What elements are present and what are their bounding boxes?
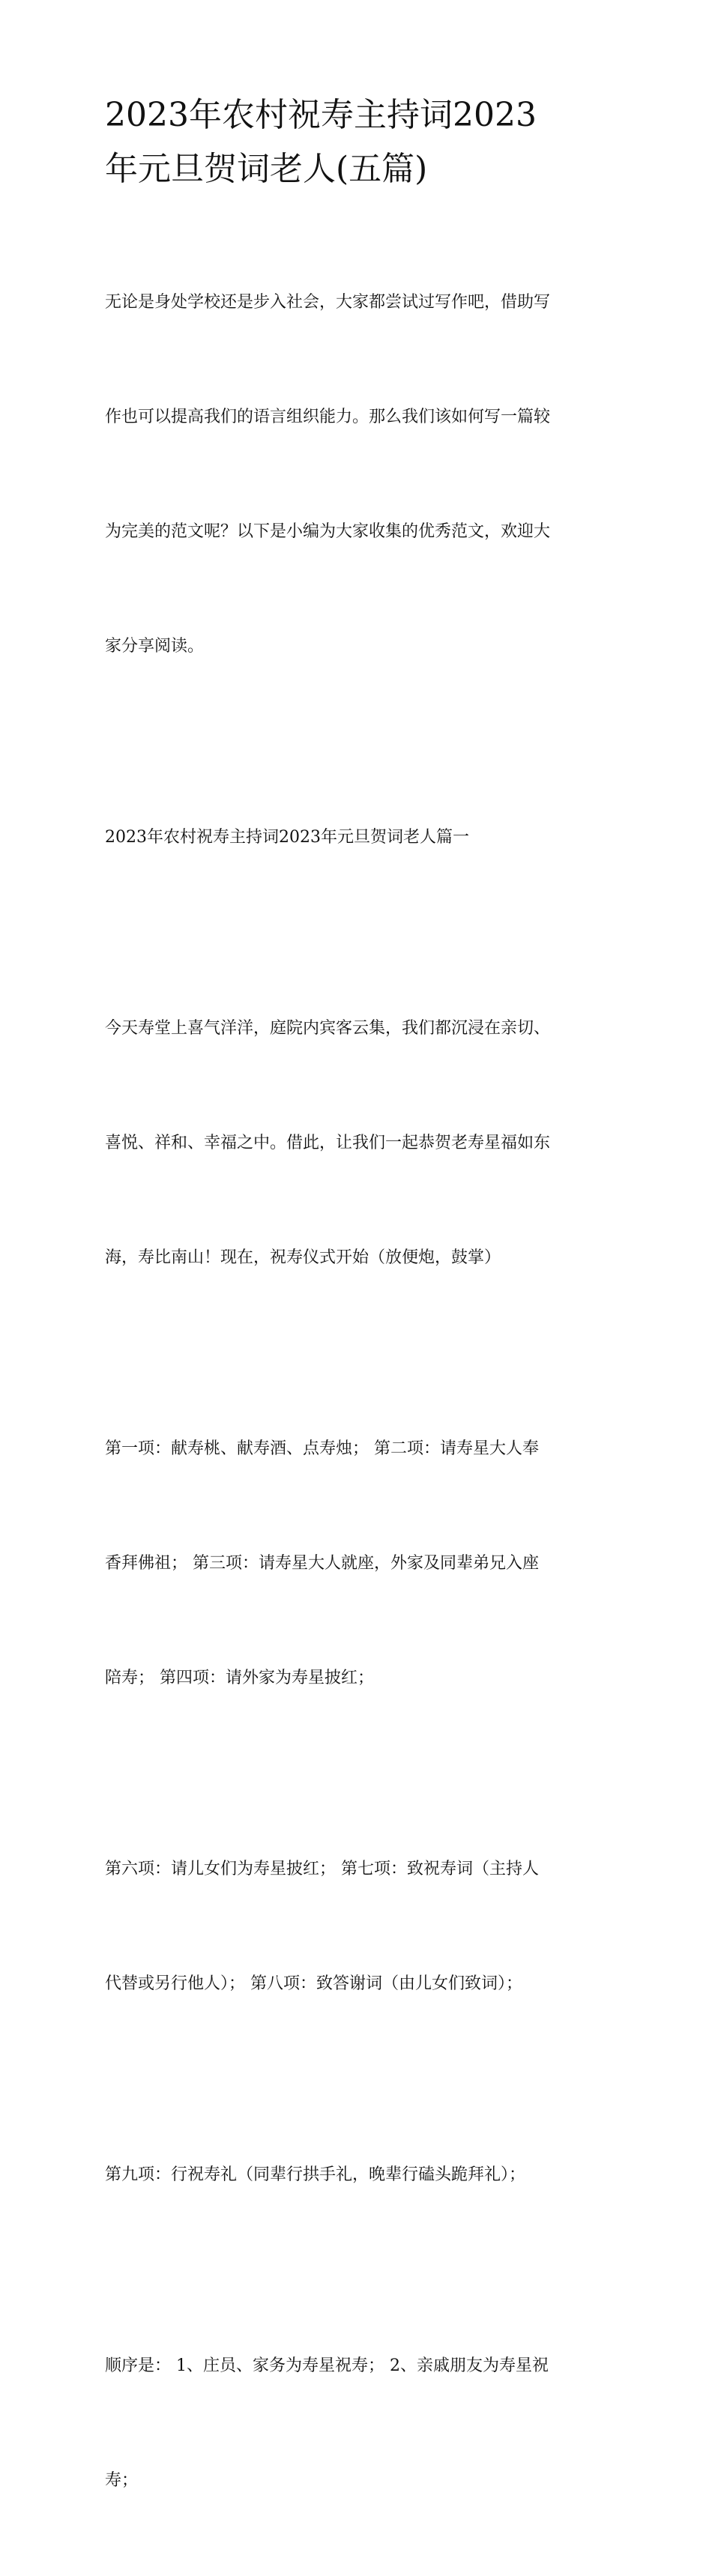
title-line-2: 年元旦贺词老人(五篇)	[105, 150, 428, 188]
title-line-1: 2023年农村祝寿主持词2023	[105, 96, 537, 134]
para5-line-2: 寿；	[105, 2471, 139, 2490]
para4-line-1: 第九项：行祝寿礼（同辈行拱手礼，晚辈行磕头跪拜礼）；	[105, 2165, 526, 2184]
document-body	[105, 207, 615, 2576]
para3-line-2: 代替或另行他人）； 第八项：致答谢词（由儿女们致词）；	[105, 1974, 522, 1993]
intro-line-2: 作也可以提高我们的语言组织能力。那么我们该如何写一篇较	[105, 408, 551, 426]
paragraph-2	[105, 1353, 615, 1774]
para1-line-2: 喜悦、祥和、幸福之中。借此，让我们一起恭贺老寿星福如东	[105, 1134, 551, 1152]
paragraph-4	[105, 2079, 615, 2270]
intro-line-3: 为完美的范文呢？以下是小编为大家收集的优秀范文，欢迎大	[105, 522, 551, 541]
para1-line-1: 今天寿堂上喜气洋洋，庭院内宾客云集，我们都沉浸在亲切、	[105, 1019, 551, 1038]
intro-line-4: 家分享阅读。	[105, 637, 205, 656]
section-heading-text: 2023年农村祝寿主持词2023年元旦贺词老人篇一	[105, 828, 469, 847]
paragraph-1	[105, 933, 615, 1353]
para2-line-2: 香拜佛祖； 第三项：请寿星大人就座，外家及同辈弟兄入座	[105, 1554, 539, 1573]
section-heading	[105, 742, 615, 933]
para2-line-1: 第一项：献寿桃、献寿酒、点寿烛； 第二项：请寿星大人奉	[105, 1439, 539, 1458]
para3-line-1: 第六项：请儿女们为寿星披红； 第七项：致祝寿词（主持人	[105, 1860, 539, 1878]
intro-paragraph	[105, 207, 615, 742]
para5-line-1: 顺序是： 1、庄员、家务为寿星祝寿； 2、亲戚朋友为寿星祝	[105, 2356, 549, 2375]
paragraph-5	[105, 2270, 615, 2576]
para2-line-3: 陪寿； 第四项：请外家为寿星披红；	[105, 1669, 374, 1687]
document-title	[105, 88, 615, 196]
intro-line-1: 无论是身处学校还是步入社会，大家都尝试过写作吧，借助写	[105, 293, 551, 312]
paragraph-3	[105, 1774, 615, 2079]
para1-line-3: 海，寿比南山！现在，祝寿仪式开始（放便炮，鼓掌）	[105, 1248, 501, 1267]
document-page	[105, 88, 615, 2576]
